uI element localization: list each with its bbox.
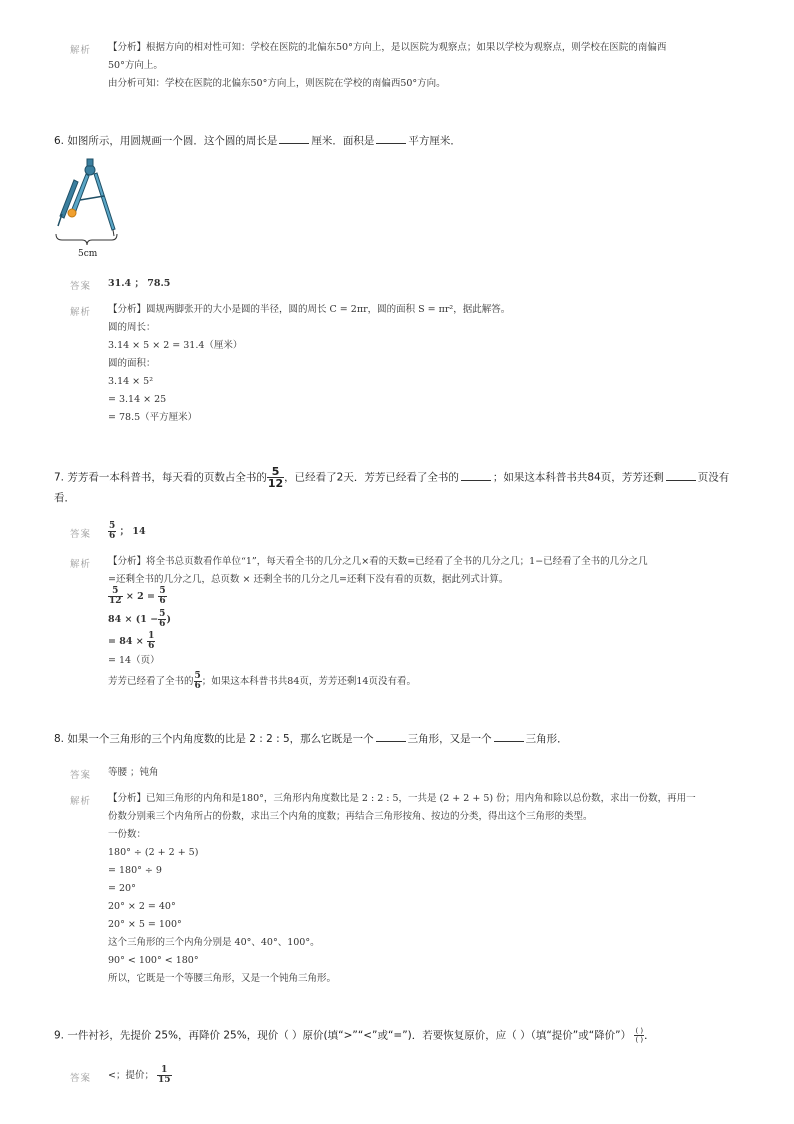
answer-label: 答案 [70,281,92,292]
analysis-label: 解析 [70,45,92,56]
stem-text: 7. 芳芳看一本科普书，每天看的页数占全书的 [54,471,267,484]
answer-label: 答案 [70,1073,92,1084]
fraction: $\frac{5}{6}$ [194,671,201,691]
analysis-line: 【分析】圆规两脚张开的大小是圆的半径，圆的周长 C = 2πr，圆的面积 S = πr²，据此解答。 [108,304,511,315]
fraction: $\frac{5}{6}$ [109,521,116,541]
analysis-line: 20° × 5 = 100° [108,919,182,930]
stem-text: ，已经看了2天．芳芳已经看了全书的 [284,471,459,484]
analysis-line: 圆的面积： [108,358,156,369]
analysis-line: 3.14 × 5 × 2 = 31.4（厘米） [108,340,243,351]
step-text: = 84 × [108,636,144,647]
analysis-step [108,610,171,629]
fraction: $\frac{( )}{( )}$ [635,1027,644,1044]
analysis-line: 180° ÷ (2 + 2 + 5) [108,847,199,858]
compass-icon [58,159,115,236]
step-text: 84 × (1 − [108,614,159,625]
analysis-line: 所以，它既是一个等腰三角形，又是一个钝角三角形。 [108,973,337,984]
analysis-line: =还剩全书的几分之几，总页数 × 还剩全书的几分之几=还剩下没有看的页数，据此列式计算。 [108,574,509,585]
analysis-line: 圆的周长： [108,322,156,333]
analysis-label: 解析 [70,307,92,318]
step-text: × 2 = [125,591,155,602]
stem-text: 三角形． [525,733,568,745]
analysis-line: = 78.5（平方厘米） [108,412,198,423]
analysis-line: 50°方向上。 [108,60,163,71]
stem-text: 平方厘米． [408,135,461,147]
question-7-stem [54,466,729,489]
answer-blank [376,731,406,742]
answer-label: 答案 [70,529,92,540]
answer-label: 答案 [70,770,92,781]
fraction: $\frac{1}{15}$ [158,1065,171,1085]
question-8-stem [54,731,568,746]
analysis-step [108,587,167,606]
analysis-line: 【分析】已知三角形的内角和是180°，三角形内角度数比是 2 : 2 : 5，一共是 (2 + 2 + 5) 份；用内角和除以总份数，求出一份数，再用一 [108,793,696,804]
stem-text: 页没有 [697,471,730,484]
answer-text [108,1066,172,1085]
analysis-line: 【分析】根据方向的相对性可知：学校在医院的北偏东50°方向上，是以医院为观察点；如果以学校为观察点，则学校在医院的南偏西 [108,42,667,53]
answer-rest: <；提价； [108,1070,154,1081]
analysis-line: 由分析可知：学校在医院的北偏东50°方向上，则医院在学校的南偏西50°方向。 [108,78,446,89]
fraction: $\frac{5}{6}$ [159,609,166,629]
analysis-line: = 3.14 × 25 [108,394,167,405]
analysis-line: 一份数： [108,829,147,840]
analysis-line: = 20° [108,883,136,894]
question-7-stem-cont: 看． [54,492,75,504]
stem-text: 8. 如果一个三角形的三个内角度数的比是 2 : 2 : 5，那么它既是一个 [54,733,374,745]
answer-blank [376,133,406,144]
answer-text: 等腰 ；钝角 [108,767,159,778]
answer-blank [666,470,696,481]
analysis-line: 3.14 × 5² [108,376,154,387]
stem-text: ． [644,1029,655,1042]
fraction: $\frac{5}{12}$ [109,586,122,606]
answer-blank [461,470,491,481]
answer-blank [279,133,309,144]
question-6-stem [54,133,461,148]
answer-rest: ； 14 [119,526,146,537]
analysis-label: 解析 [70,559,92,570]
stem-text: 6. 如图所示，用圆规画一个圆．这个圆的周长是 [54,135,278,147]
answer-blank [494,731,524,742]
answer-text [108,522,146,541]
analysis-conclusion [108,672,416,691]
analysis-step [108,632,155,651]
step-text: ) [166,614,171,625]
conclusion-text: 芳芳已经看了全书的 [108,676,194,687]
stem-text: ；如果这本科普书共84页，芳芳还剩 [492,471,664,484]
analysis-line: = 180° ÷ 9 [108,865,162,876]
analysis-label: 解析 [70,796,92,807]
stem-text: 9. 一件衬衫，先提价 25%，再降价 25%，现价（ ）原价(填“>”“<”或“=”)．若要恢复原价，应（ ）（填“提价”或“降价”） [54,1029,632,1042]
analysis-line: 90° < 100° < 180° [108,955,199,966]
fraction: $\frac{5}{6}$ [159,586,166,606]
analysis-step: = 14（页） [108,655,160,666]
analysis-line: 20° × 2 = 40° [108,901,176,912]
answer-text: 31.4 ； 78.5 [108,278,171,289]
compass-figure [52,156,124,260]
analysis-line: 【分析】将全书总页数看作单位“1”，每天看全书的几分之几×看的天数=已经看了全书的几分之几；1−已经看了全书的几分之几 [108,556,648,567]
fraction: $\frac{5}{12}$ [267,465,284,490]
conclusion-text: ；如果这本科普书共84页，芳芳还剩14页没有看。 [201,676,416,687]
stem-text: 三角形，又是一个 [407,733,492,745]
question-9-stem [54,1027,655,1044]
stem-text: 厘米．面积是 [311,135,375,147]
analysis-line: 份数分别乘三个内角所占的份数，求出三个内角的度数；再结合三角形按角、按边的分类，得出这个三角形的类型。 [108,811,593,822]
fraction: $\frac{1}{6}$ [148,631,155,651]
analysis-line: 这个三角形的三个内角分别是 40°、40°、100°。 [108,937,320,948]
figure-caption: 5cm [78,249,98,259]
